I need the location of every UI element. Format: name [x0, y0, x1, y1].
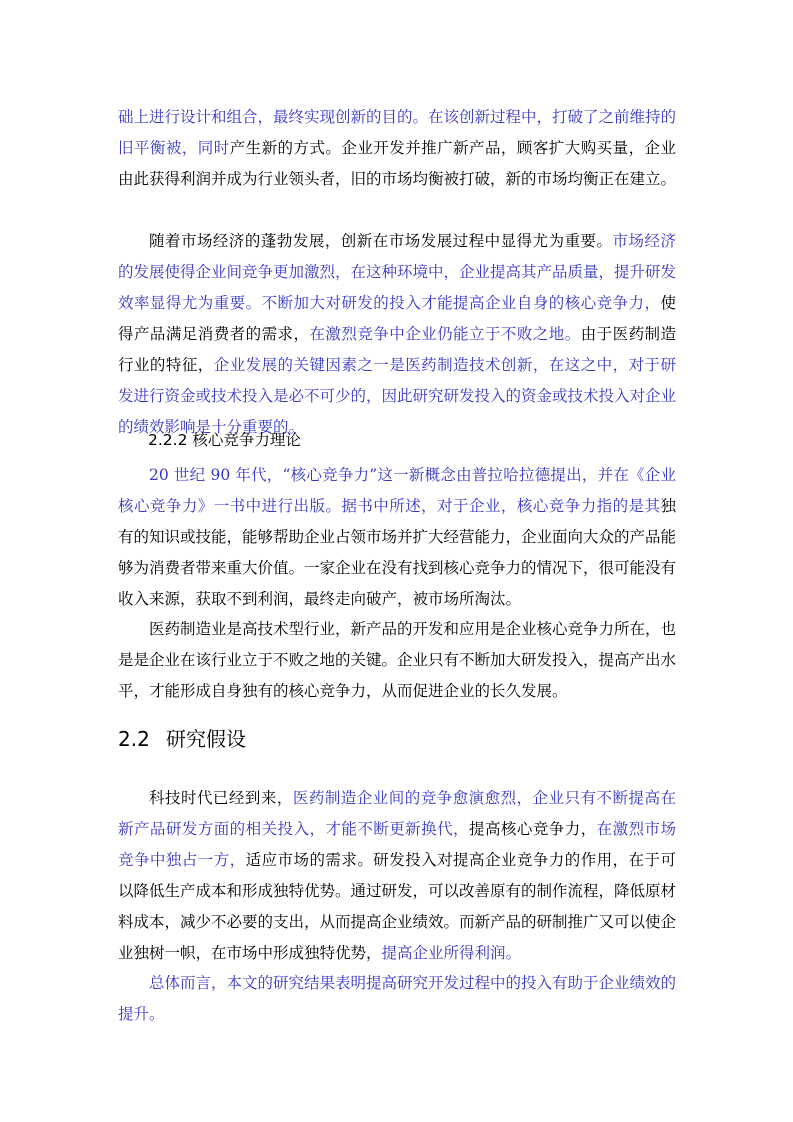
body-text: 提高核心竞争力， — [469, 820, 597, 838]
section-heading — [118, 725, 246, 753]
paragraph-core-competence-definition — [118, 460, 676, 615]
highlighted-text: 总体而言，本文的研究结果表明提高研究开发过程中的投入有助于企业绩效的提升。 — [118, 974, 677, 1023]
highlighted-text: 在激烈竞争中企业仍能立于不败之地。 — [309, 325, 581, 343]
paragraph-market-economy — [118, 226, 676, 443]
paragraph-conclusion — [118, 968, 676, 1030]
body-text: 由于医药制造行业的特征， — [118, 325, 676, 374]
paragraph-pharma-industry — [118, 614, 676, 707]
highlighted-text: 提高企业所得利润。 — [381, 944, 522, 962]
body-text: 独有的知识或技能，能够帮助企业占领市场并扩大经营能力，企业面向大众的产品能够为消费者带来重大价值。一家企业在没有找到核心竞争力的情况下，很可能没有收入来源，获取不到利润，最终走向破产，被市场所淘汰。 — [118, 497, 677, 608]
paragraph-innovation-balance — [118, 102, 676, 195]
body-text: 医药制造业是高技术型行业，新产品的开发和应用是企业核心竞争力所在，也是是企业在该行业立于不败之地的关键。企业只有不断加大研发投入，提高产出水平，才能形成自身独有的核心竞争力，从而促进企业的长久发展。 — [118, 620, 677, 700]
body-text: 使得产品满足消费者的需求， — [118, 294, 676, 343]
highlighted-text: 市场经济的发展使得企业间竞争更加激烈，在这种环境中，企业提高其产品质量，提升研发效率显得尤为重要。不断加大对研发的投入才能提高企业自身的核心竞争力， — [118, 232, 677, 312]
highlighted-text: 医药制造企业间的竞争愈演愈烈，企业只有不断提高在新产品研发方面的相关投入，才能不断更新换代， — [118, 789, 676, 838]
body-text: 产生新的方式。企业开发并推广新产品，顾客扩大购买量，企业由此获得利润并成为行业领头者，旧的市场均衡被打破，新的市场均衡正在建立。 — [118, 139, 677, 188]
highlighted-text: 20 世纪 90 年代，“核心竞争力”这一新概念由普拉哈拉德提出，并在《企业核心竞争力》一书中进行出版。据书中所述，对于企业，核心竞争力指的是其 — [118, 466, 676, 515]
section-title: 研究假设 — [166, 727, 246, 751]
highlighted-text: 础上进行设计和组合，最终实现创新的目的。在该创新过程中，打破了之前维持的旧平衡被，同时 — [118, 108, 677, 157]
body-text: 适应市场的需求。研发投入对提高企业竞争力的作用，在于可以降低生产成本和形成独特优势。通过研发，可以改善原有的制作流程，降低原材料成本，减少不必要的支出，从而提高企业绩效。而新产品的研制推广又可以使企业独树一帜，在市场中形成独特优势， — [118, 851, 677, 962]
highlighted-text: 在激烈市场竞争中独占一方， — [118, 820, 676, 869]
paragraph-research-hypothesis — [118, 783, 676, 969]
highlighted-text: 企业发展的关键因素之一是医药制造技术创新，在这之中，对于研发进行资金或技术投入是必不可少的，因此研究研发投入的资金或技术投入对企业的绩效影响是十分重要的。 — [118, 356, 677, 436]
subsection-heading: 2.2.2 核心竞争力理论 — [148, 431, 301, 449]
section-number: 2.2 — [118, 727, 150, 751]
body-text: 科技时代已经到来， — [149, 789, 293, 807]
body-text: 随着市场经济的蓬勃发展，创新在市场发展过程中显得尤为重要。 — [149, 232, 613, 250]
